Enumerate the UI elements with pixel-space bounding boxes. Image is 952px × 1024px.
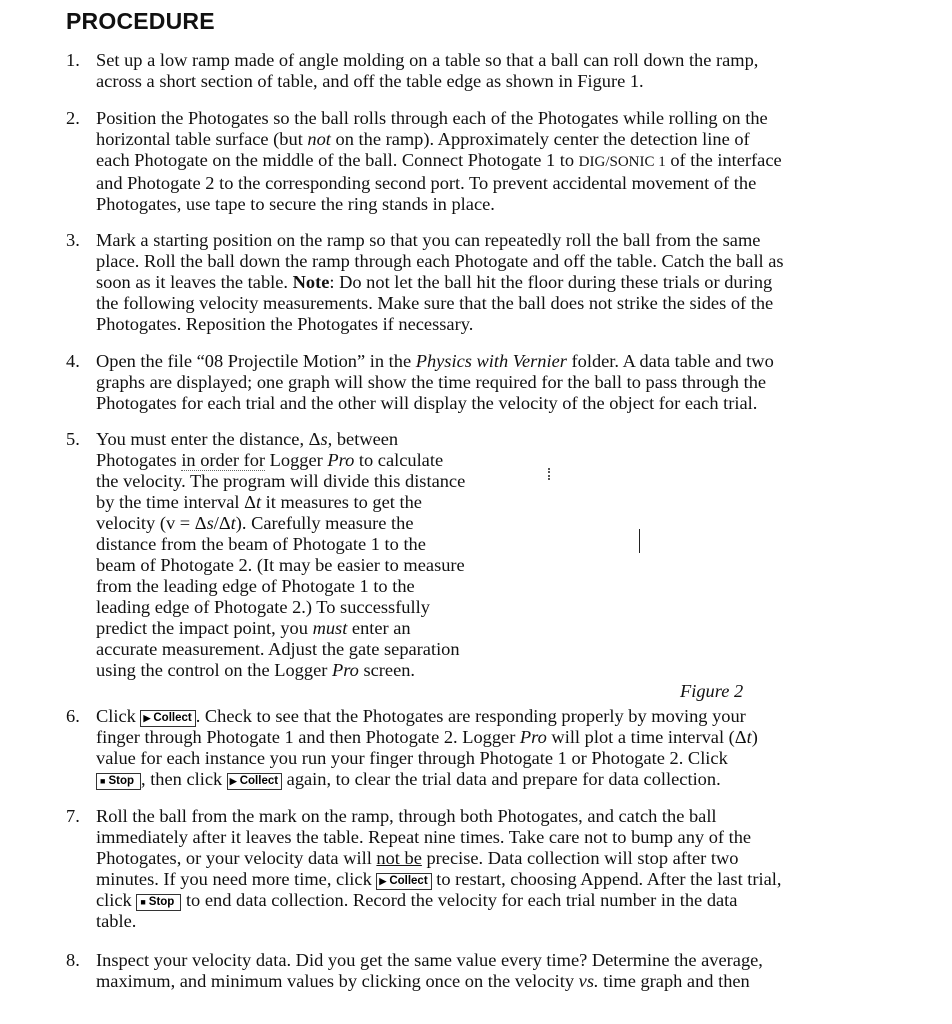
step-text-line: ■ Stop , then click ▶ Collect again, to clear the trial data and prepare for data collection. (96, 769, 758, 790)
step-text-line: maximum, and minimum values by clicking once on the velocity vs. time graph and then (96, 971, 750, 991)
figure-line (639, 529, 640, 553)
step-text-line: predict the impact point, you must enter an (96, 618, 411, 638)
step-number: 7. (66, 806, 80, 826)
step-number: 6. (66, 706, 80, 726)
step-text-line: by the time interval Δt it measures to get the (96, 492, 422, 512)
step-text-line: velocity (v = Δs/Δt). Carefully measure the (96, 513, 414, 533)
step-text-line: place. Roll the ball down the ramp through each Photogate and off the table. Catch the ball as (96, 251, 784, 271)
step-text-line: graphs are displayed; one graph will show the time required for the ball to pass through the (96, 372, 767, 392)
step-text-line: leading edge of Photogate 2.) To successfully (96, 597, 430, 617)
step-text-line: Click ▶ Collect . Check to see that the Photogates are responding properly by moving your (96, 706, 746, 726)
step-text-line: Photogates in order for Logger Pro to calculate (96, 450, 444, 470)
step-text-line: Position the Photogates so the ball rolls through each of the Photogates while rolling on the (96, 108, 768, 128)
step-text-line: the velocity. The program will divide this distance (96, 471, 466, 491)
step-text-line: and Photogate 2 to the corresponding second port. To prevent accidental movement of the (96, 173, 757, 193)
collect-button[interactable]: ▶ Collect (140, 710, 195, 727)
step-text-line: Photogates, or your velocity data will not be precise. Data collection will stop after two (96, 848, 739, 868)
step-text-line: across a short section of table, and off the table edge as shown in Figure 1. (96, 71, 644, 91)
step-number: 4. (66, 351, 80, 371)
step-text-line: each Photogate on the middle of the ball. Connect Photogate 1 to DIG/SONIC 1 of the interface (96, 150, 782, 170)
step-number: 2. (66, 108, 80, 128)
step-text-line: table. (96, 911, 137, 931)
step-text-line: Set up a low ramp made of angle molding on a table so that a ball can roll down the ramp, (96, 50, 759, 70)
step-text-line: immediately after it leaves the table. Repeat nine times. Take care not to bump any of the (96, 827, 752, 847)
step-text-line: You must enter the distance, Δs, between (96, 429, 399, 449)
step-text-line: the following velocity measurements. Make sure that the ball does not strike the sides of the (96, 293, 774, 313)
step-text-line: Photogates for each trial and the other will display the velocity of the object for each trial. (96, 393, 758, 413)
step-text-line: accurate measurement. Adjust the gate separation (96, 639, 460, 659)
step-text-line: click ■ Stop to end data collection. Record the velocity for each trial number in the data (96, 890, 738, 910)
figure-2-area (540, 460, 800, 670)
step-text-line: distance from the beam of Photogate 1 to the (96, 534, 426, 554)
stop-button[interactable]: ■ Stop (136, 894, 181, 911)
collect-button[interactable]: ▶ Collect (376, 873, 431, 890)
collect-button[interactable]: ▶ Collect (227, 773, 282, 790)
step-text-line: beam of Photogate 2. (It may be easier to measure (96, 555, 465, 575)
step-number: 1. (66, 50, 80, 70)
figure-mark (548, 468, 552, 480)
step-text-line: minutes. If you need more time, click ▶ Collect to restart, choosing Append. After the last trial, (96, 869, 782, 889)
figure-caption: Figure 2 (680, 681, 744, 701)
step-text-line: using the control on the Logger Pro screen. (96, 660, 416, 680)
step-text-line: Photogates. Reposition the Photogates if necessary. (96, 314, 474, 334)
step-text-line: Roll the ball from the mark on the ramp, through both Photogates, and catch the ball (96, 806, 717, 826)
step-text-line: value for each instance you run your finger through Photogate 1 or Photogate 2. Click (96, 748, 728, 768)
page-title: PROCEDURE (66, 8, 215, 34)
step-text-line: finger through Photogate 1 and then Photogate 2. Logger Pro will plot a time interval (Δt) (96, 727, 758, 747)
step-number: 5. (66, 429, 80, 449)
step-text-line: Inspect your velocity data. Did you get the same value every time? Determine the average, (96, 950, 763, 970)
step-text-line: horizontal table surface (but not on the ramp). Approximately center the detection line of (96, 129, 750, 149)
step-text-line: Open the file “08 Projectile Motion” in the Physics with Vernier folder. A data table and two (96, 351, 774, 371)
step-text-line: Photogates, use tape to secure the ring stands in place. (96, 194, 495, 214)
step-text-line: from the leading edge of Photogate 1 to the (96, 576, 415, 596)
step-number: 8. (66, 950, 80, 970)
stop-button[interactable]: ■ Stop (96, 773, 141, 790)
step-text-line: Mark a starting position on the ramp so that you can repeatedly roll the ball from the same (96, 230, 761, 250)
step-text-line: soon as it leaves the table. Note: Do not let the ball hit the floor during these trials or during (96, 272, 773, 292)
step-number: 3. (66, 230, 80, 250)
